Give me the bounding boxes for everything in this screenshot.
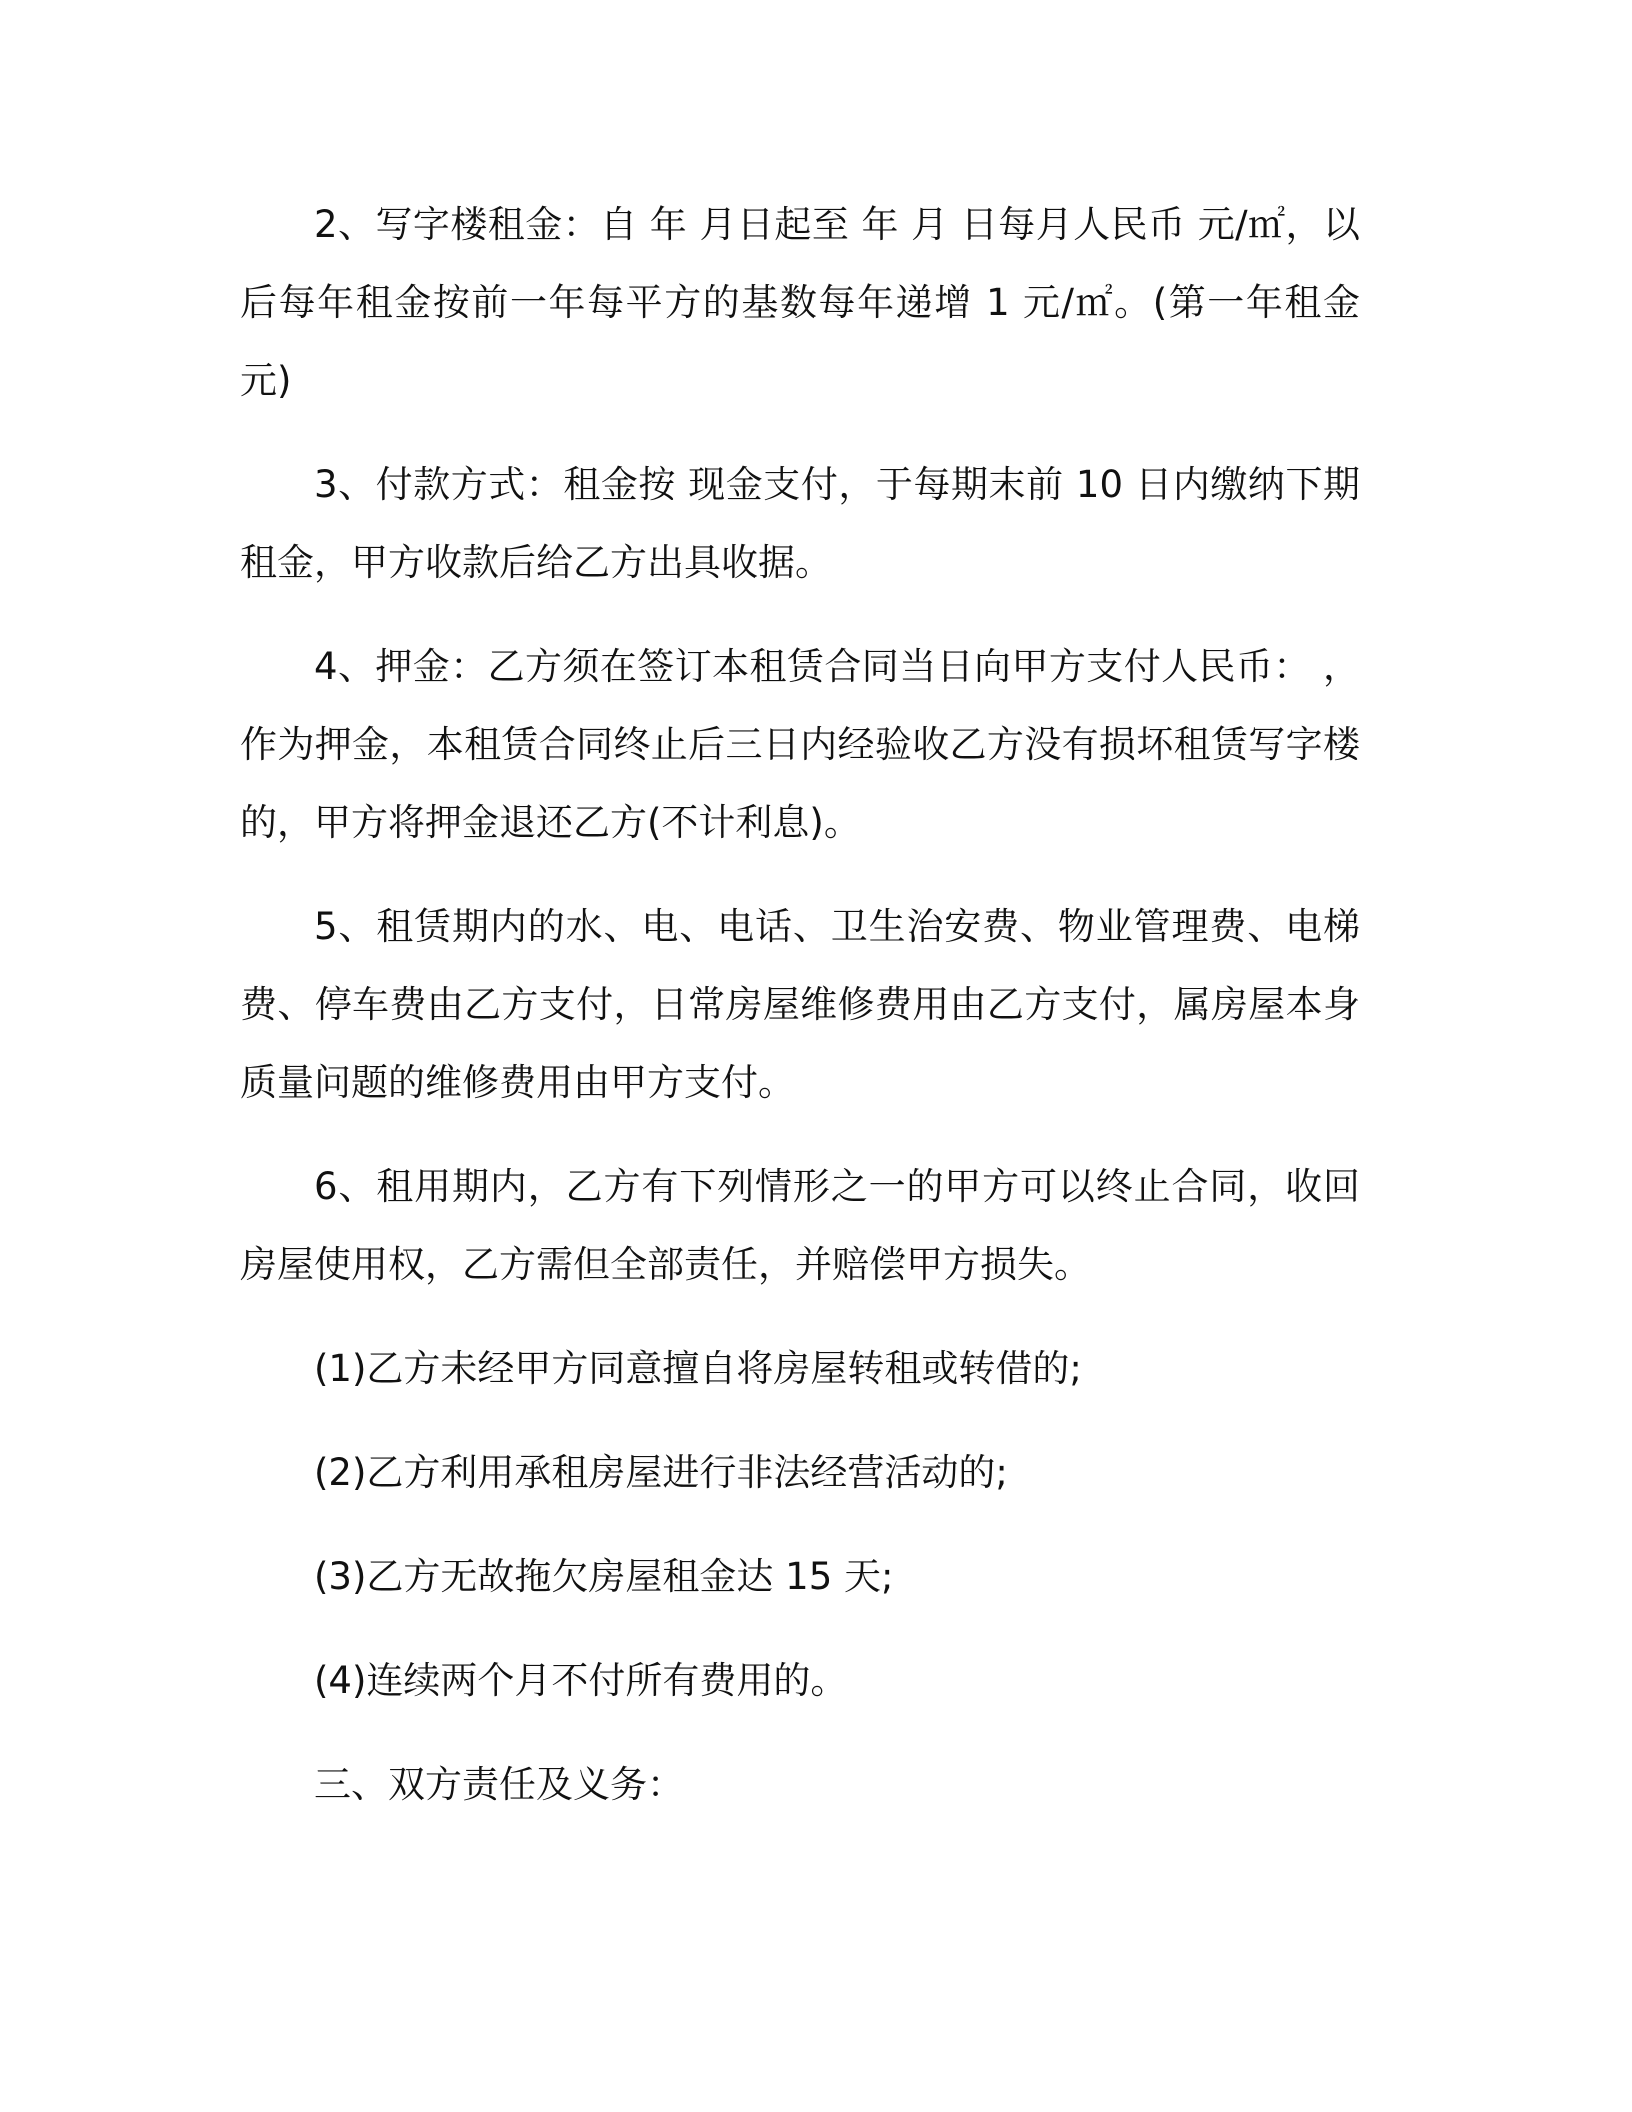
- paragraph-rent: 2、写字楼租金：自 年 月日起至 年 月 日每月人民币 元/㎡，以后每年租金按前一年每平方的基数每年递增 1 元/㎡。(第一年租金元): [240, 203, 1360, 402]
- list-item-arrears: (3)乙方无故拖欠房屋租金达 15 天;: [314, 1555, 894, 1598]
- list-item-sublet: (1)乙方未经甲方同意擅自将房屋转租或转借的;: [314, 1347, 1082, 1390]
- paragraph-fees: 5、租赁期内的水、电、电话、卫生治安费、物业管理费、电梯费、停车费由乙方支付，日常房屋维修费用由乙方支付，属房屋本身质量问题的维修费用由甲方支付。: [240, 905, 1360, 1104]
- paragraph-termination: 6、租用期内，乙方有下列情形之一的甲方可以终止合同，收回房屋使用权，乙方需但全部责任，并赔偿甲方损失。: [240, 1165, 1360, 1286]
- paragraph-payment-method: 3、付款方式：租金按 现金支付，于每期末前 10 日内缴纳下期租金，甲方收款后给乙方出具收据。: [240, 463, 1360, 584]
- section-heading-responsibilities: 三、双方责任及义务：: [314, 1763, 684, 1806]
- list-item-illegal-use: (2)乙方利用承租房屋进行非法经营活动的;: [314, 1451, 1008, 1494]
- paragraph-deposit: 4、押金：乙方须在签订本租赁合同当日向甲方支付人民币： ，作为押金，本租赁合同终止后三日内经验收乙方没有损坏租赁写字楼的，甲方将押金退还乙方(不计利息)。: [240, 645, 1360, 844]
- list-item-unpaid-fees: (4)连续两个月不付所有费用的。: [314, 1659, 848, 1702]
- document-body: [240, 186, 1360, 1850]
